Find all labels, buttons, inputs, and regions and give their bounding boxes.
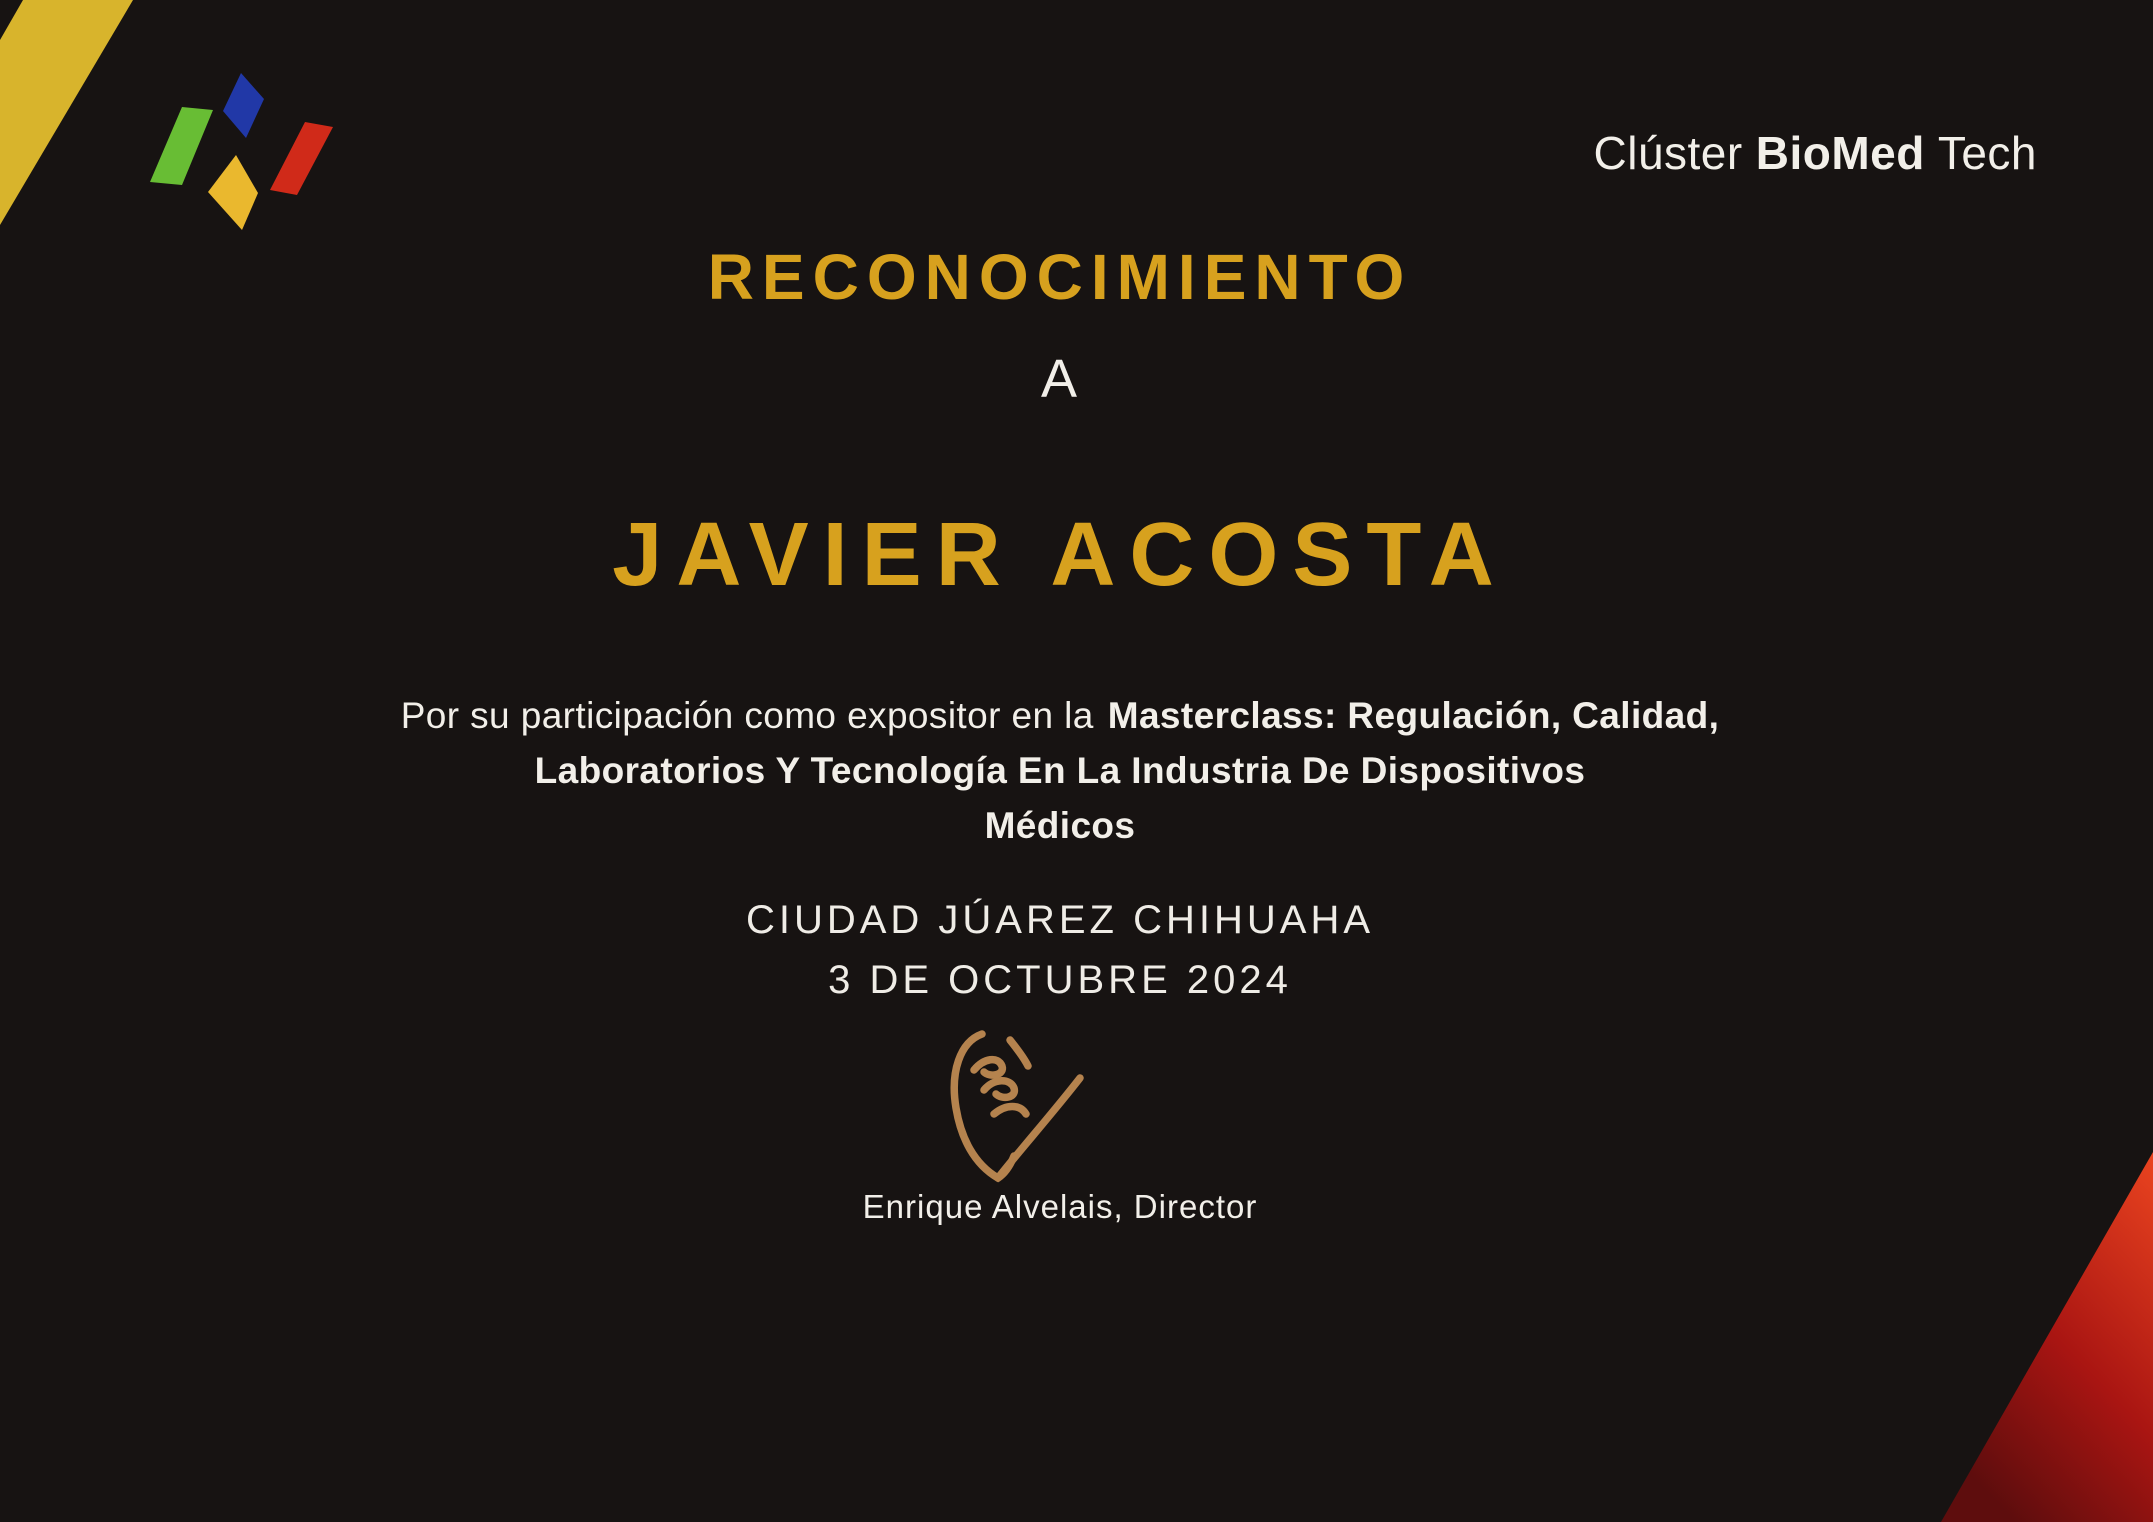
recipient-name: JAVIER ACOSTA [612,505,1508,605]
brand-name [1594,126,2038,180]
brand-prefix: Clúster [1593,127,1743,179]
body-line-1 [0,688,2120,743]
brand-suffix: Tech [1937,127,2037,179]
preposition: A [1040,349,1080,409]
cluster-logo-icon [140,60,340,240]
event-location: CIUDAD JÚAREZ CHIHUAHA [745,898,1375,942]
body-bold-3: Médicos [984,805,1136,846]
signature-icon [918,1028,1093,1198]
corner-stripe-icon [0,0,140,230]
body-bold-2: Laboratorios Y Tecnología En La Industria De Dispositivos [534,750,1586,791]
signature-caption: Enrique Alvelais, Director [862,1188,1258,1225]
certificate-title: RECONOCIMIENTO [707,241,1413,313]
event-date: 3 DE OCTUBRE 2024 [828,958,1292,1002]
brand-bold: BioMed [1755,127,1925,179]
body-intro: Por su participación como expositor en la [400,695,1094,736]
body-bold-1: Masterclass: Regulación, Calidad, [1107,695,1720,736]
participation-text [0,688,2120,853]
